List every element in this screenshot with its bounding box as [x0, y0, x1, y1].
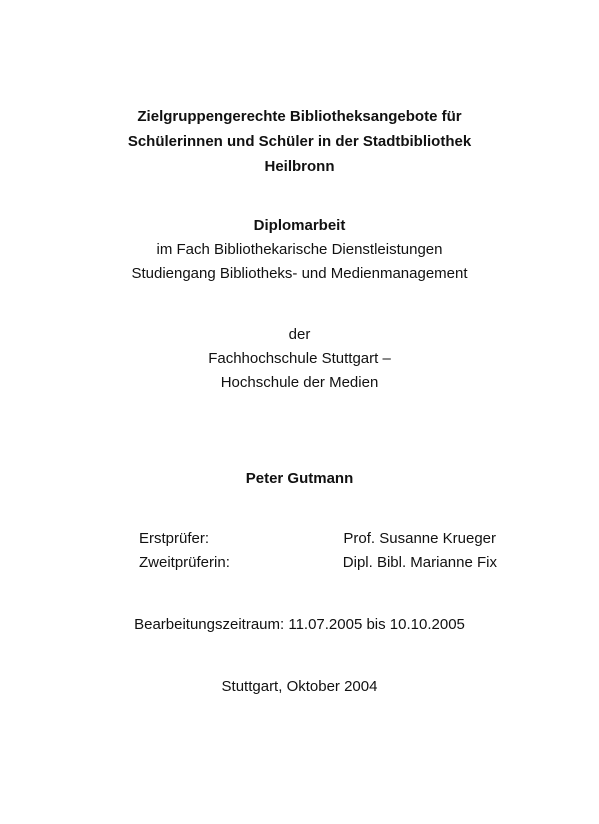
thesis-program: Studiengang Bibliotheks- und Medienmanagement [131, 265, 468, 282]
thesis-type: Diplomarbeit [253, 217, 346, 234]
thesis-title-line: Schülerinnen und Schüler in der Stadtbibliothek [127, 133, 472, 150]
examiner-row-first [0, 530, 599, 552]
thesis-title-line: Zielgruppengerechte Bibliotheksangebote für [137, 108, 462, 125]
examiner-row-second [0, 554, 599, 576]
examiner-label: Erstprüfer: [139, 530, 210, 547]
examiner-label: Zweitprüferin: [139, 554, 230, 571]
thesis-subject: im Fach Bibliothekarische Dienstleistungen [156, 241, 443, 258]
institution-name: Fachhochschule Stuttgart – [208, 350, 391, 367]
thesis-title-line: Heilbronn [264, 158, 335, 175]
place-and-date: Stuttgart, Oktober 2004 [221, 678, 378, 695]
thesis-title [0, 104, 599, 179]
work-period: Bearbeitungszeitraum: 11.07.2005 bis 10.10.2005 [134, 616, 465, 633]
examiner-name: Dipl. Bibl. Marianne Fix [342, 554, 497, 571]
author-name: Peter Gutmann [245, 470, 354, 487]
examiner-name: Prof. Susanne Krueger [343, 530, 496, 547]
institution-subname: Hochschule der Medien [220, 374, 379, 391]
institution-prefix: der [288, 326, 311, 343]
